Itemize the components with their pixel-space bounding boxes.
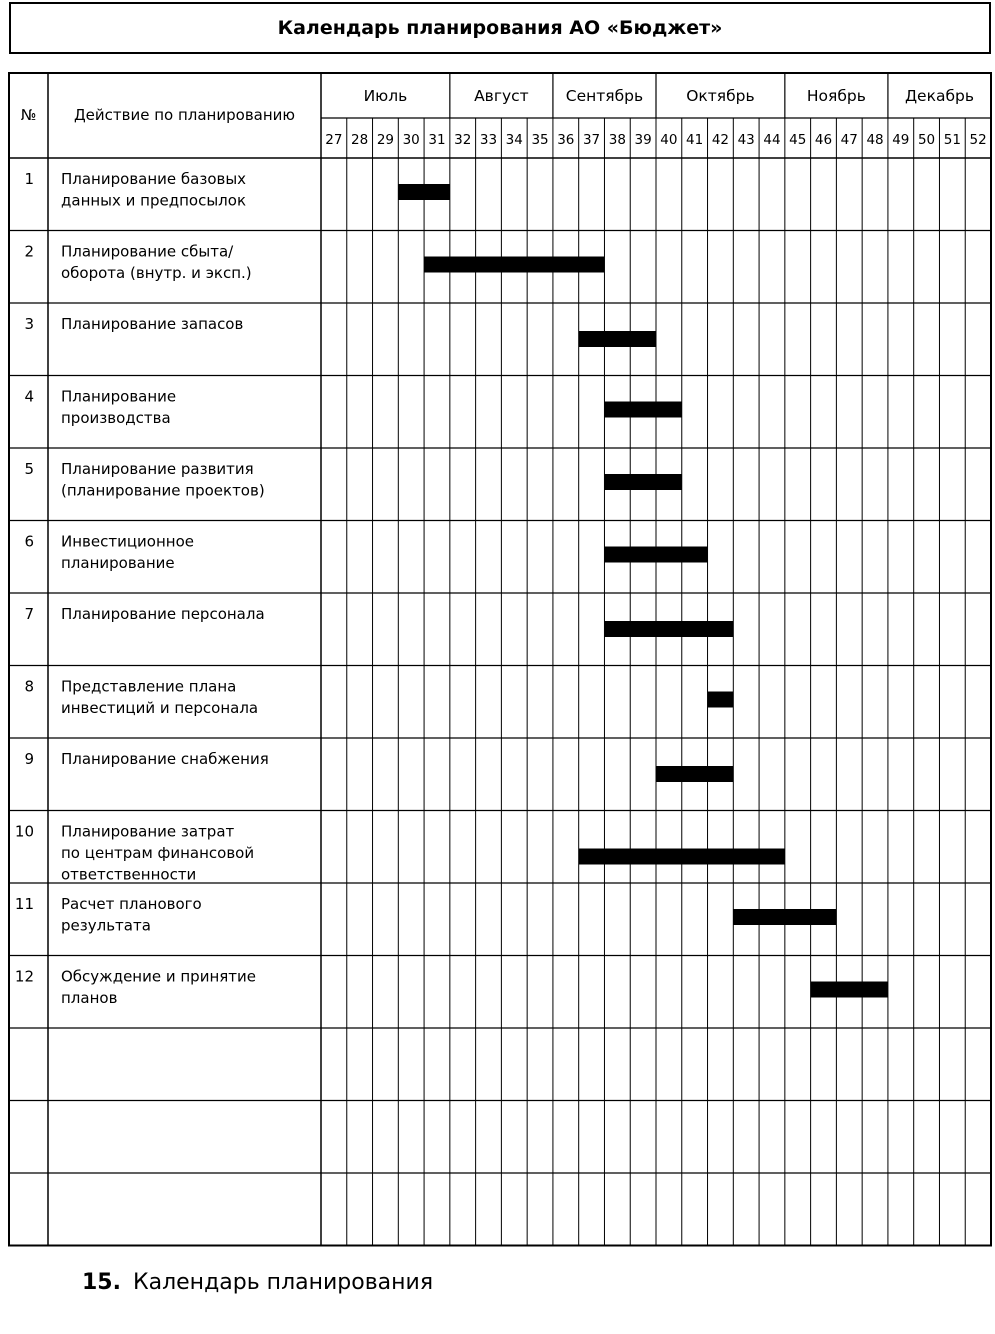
task-number: 12 — [14, 967, 34, 986]
task-number: 8 — [24, 677, 34, 696]
task-name: Планирование персонала — [61, 605, 265, 623]
week-label: 30 — [402, 132, 420, 148]
caption-number: 15. — [82, 1270, 121, 1295]
week-label: 46 — [814, 132, 833, 148]
month-label: Сентябрь — [565, 87, 644, 105]
task-bar — [604, 547, 707, 563]
week-label: 41 — [686, 132, 704, 148]
week-label: 52 — [969, 132, 987, 148]
task-number: 9 — [24, 750, 34, 768]
task-number: 1 — [24, 170, 34, 188]
task-name: Планирование снабжения — [61, 750, 269, 768]
task-bar — [579, 331, 656, 347]
task-name: Планирование развития — [61, 460, 254, 478]
task-number: 10 — [14, 822, 34, 841]
week-label: 34 — [505, 132, 523, 148]
task-name: Расчет планового — [61, 895, 202, 913]
week-label: 39 — [634, 132, 652, 148]
task-name: Планирование запасов — [61, 315, 244, 333]
task-number: 11 — [14, 895, 34, 913]
week-label: 51 — [943, 132, 961, 148]
task-bar — [656, 766, 733, 782]
week-label: 45 — [789, 132, 807, 148]
task-name: (планирование проектов) — [61, 481, 265, 500]
caption-text: Календарь планирования — [132, 1270, 434, 1295]
week-label: 47 — [840, 132, 858, 148]
task-name: производства — [61, 409, 171, 427]
task-name: планирование — [61, 554, 175, 572]
week-label: 43 — [737, 132, 755, 148]
chart-title: Календарь планирования АО «Бюджет» — [9, 2, 991, 54]
task-name: по центрам финансовой — [61, 844, 255, 862]
week-label: 37 — [582, 132, 601, 148]
week-label: 36 — [557, 132, 575, 148]
week-label: 32 — [454, 132, 472, 148]
task-name: планов — [61, 989, 118, 1007]
task-number: 5 — [24, 460, 34, 478]
week-label: 44 — [763, 132, 781, 148]
task-bar — [424, 257, 604, 273]
week-label: 49 — [892, 132, 910, 148]
task-name: Планирование базовых — [61, 170, 247, 188]
task-number: 6 — [24, 532, 34, 551]
task-name: ответственности — [61, 865, 197, 884]
week-label: 40 — [660, 132, 678, 148]
header-action: Действие по планированию — [73, 106, 296, 124]
week-label: 29 — [376, 132, 395, 148]
week-label: 31 — [428, 132, 446, 148]
task-bar — [579, 849, 785, 865]
month-label: Июль — [363, 87, 408, 105]
task-bar — [811, 982, 888, 998]
task-number: 2 — [24, 242, 34, 261]
week-label: 38 — [608, 132, 626, 148]
week-label: 35 — [531, 132, 549, 148]
week-label: 50 — [917, 132, 936, 148]
task-name: Инвестиционное — [61, 532, 194, 551]
task-name: данных и предпосылок — [61, 191, 247, 210]
task-name: результата — [61, 916, 151, 935]
task-bar — [604, 621, 733, 637]
week-label: 27 — [325, 132, 343, 148]
figure-caption — [82, 1270, 433, 1295]
month-label: Декабрь — [904, 87, 974, 105]
task-bar — [604, 474, 681, 490]
task-bar — [708, 692, 734, 708]
week-label: 42 — [711, 132, 730, 148]
task-name: Планирование сбыта/ — [61, 242, 234, 261]
task-number: 3 — [24, 315, 34, 333]
month-label: Октябрь — [686, 87, 755, 105]
task-bar — [398, 184, 450, 200]
task-name: Планирование затрат — [61, 822, 235, 841]
task-number: 4 — [24, 387, 34, 406]
task-name: оборота (внутр. и эксп.) — [61, 264, 252, 282]
week-label: 48 — [866, 132, 884, 148]
header-num: № — [20, 106, 37, 124]
task-name: Планирование — [61, 387, 177, 406]
task-name: инвестиций и персонала — [61, 699, 259, 717]
task-number: 7 — [24, 605, 34, 623]
week-label: 33 — [479, 132, 498, 148]
task-bar — [733, 909, 836, 925]
month-label: Август — [474, 87, 529, 105]
task-name: Обсуждение и принятие — [61, 967, 256, 986]
week-label: 28 — [351, 132, 369, 148]
task-bar — [604, 402, 681, 418]
task-name: Представление плана — [61, 677, 237, 696]
month-label: Ноябрь — [806, 87, 866, 105]
